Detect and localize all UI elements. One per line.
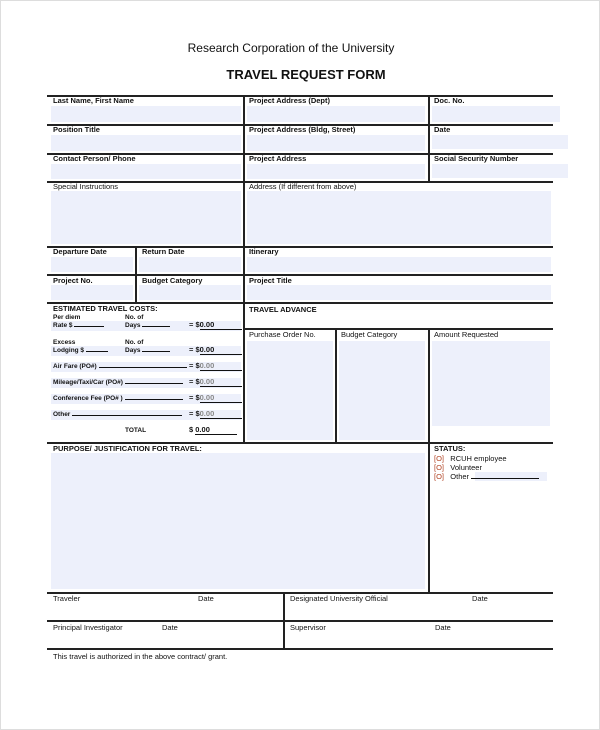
rule [428, 95, 430, 181]
label: Project Address (Bldg, Street) [249, 125, 356, 134]
label: Purchase Order No. [249, 330, 316, 339]
conference-amount [189, 393, 242, 403]
label: = $ [189, 345, 200, 354]
rule [243, 95, 245, 442]
ssn-input[interactable] [432, 164, 568, 178]
total-label: TOTAL [125, 427, 147, 434]
amount-value[interactable]: 0.00 [200, 345, 242, 355]
date-label: Date [198, 594, 214, 603]
label: = $ [189, 377, 200, 386]
label: Social Security Number [434, 154, 519, 163]
label: Volunteer [450, 463, 482, 472]
label: = $ [189, 409, 200, 418]
other-amount [189, 409, 242, 419]
label: Excess [53, 339, 76, 346]
label: Return Date [142, 247, 185, 256]
last-first-name-input[interactable] [51, 106, 241, 122]
rate-amount [189, 320, 242, 330]
rule [47, 274, 553, 276]
rule [47, 620, 553, 622]
project-address-bldg-input[interactable] [247, 135, 425, 151]
radio[interactable]: [O] [434, 454, 445, 463]
other-label [53, 411, 182, 418]
pi-label: Principal Investigator [53, 623, 123, 632]
air-fare-line [99, 367, 187, 368]
label: Doc. No. [434, 96, 465, 105]
radio[interactable]: [O] [434, 463, 445, 472]
days-line [142, 351, 170, 352]
label: Contact Person/ Phone [53, 154, 136, 163]
total-value: 0.00 [195, 425, 237, 435]
label: Project No. [53, 276, 93, 285]
label: Conference Fee (PO# ) [53, 395, 123, 402]
rate-line [74, 326, 104, 327]
days-label [125, 322, 170, 329]
amount-value[interactable]: 0.00 [200, 409, 242, 419]
label: No. of [125, 339, 144, 346]
label: Budget Category [142, 276, 203, 285]
form-title: TRAVEL REQUEST FORM [226, 67, 386, 82]
label: $ [189, 425, 194, 434]
label: Days [125, 347, 141, 354]
date-label: Date [435, 623, 451, 632]
authorization-note: This travel is authorized in the above contract/ grant. [53, 652, 228, 661]
contact-phone-input[interactable] [51, 164, 241, 179]
label: Itinerary [249, 247, 279, 256]
lodging-label [53, 347, 108, 354]
air-fare-label [53, 363, 187, 370]
label: Per diem [53, 314, 81, 321]
label: Other [53, 411, 71, 418]
label: Rate $ [53, 322, 73, 329]
amount-requested-input[interactable] [432, 341, 550, 426]
total-amount [189, 425, 237, 435]
mileage-label [53, 379, 183, 386]
project-address-input[interactable] [247, 164, 425, 179]
label: Mileage/Taxi/Car (PO#) [53, 379, 123, 386]
label: Project Address [249, 154, 307, 163]
label: Project Title [249, 276, 292, 285]
mileage-amount [189, 377, 242, 387]
purchase-order-input[interactable] [247, 341, 333, 440]
label: Address (If different from above) [249, 182, 357, 191]
project-title-input[interactable] [247, 285, 551, 300]
conference-line [125, 399, 183, 400]
rule [135, 246, 137, 302]
return-date-input[interactable] [139, 257, 241, 272]
rule [335, 328, 337, 442]
label: No. of [125, 314, 144, 321]
label: Special Instructions [53, 182, 119, 191]
days-label [125, 347, 170, 354]
label: Departure Date [53, 247, 107, 256]
position-title-input[interactable] [51, 135, 241, 151]
label: RCUH employee [450, 454, 507, 463]
status-option-volunteer[interactable] [434, 463, 482, 472]
label: Budget Category [341, 330, 398, 339]
label: = $ [189, 361, 200, 370]
status-option-other[interactable] [434, 472, 539, 481]
date-label: Date [472, 594, 488, 603]
label: Last Name, First Name [53, 96, 134, 105]
label: Position Title [53, 125, 100, 134]
rule [283, 592, 285, 648]
other-line [471, 478, 539, 479]
rule [47, 246, 553, 248]
label: Date [434, 125, 451, 134]
date-input[interactable] [432, 135, 568, 149]
special-instructions-input[interactable] [51, 191, 241, 244]
advance-heading: TRAVEL ADVANCE [249, 305, 317, 314]
organization-name: Research Corporation of the University [187, 41, 395, 55]
label: = $ [189, 320, 200, 329]
departure-date-input[interactable] [51, 257, 133, 272]
label: Lodging $ [53, 347, 85, 354]
lodging-line [86, 351, 108, 352]
air-fare-amount [189, 361, 242, 371]
official-label: Designated University Official [290, 594, 388, 603]
amount-value[interactable]: 0.00 [200, 377, 242, 387]
address-if-different-input[interactable] [247, 191, 551, 244]
purpose-input[interactable] [51, 453, 425, 589]
label: Other [450, 472, 470, 481]
amount-value[interactable]: 0.00 [200, 361, 242, 371]
mileage-line [125, 383, 183, 384]
conference-label [53, 395, 183, 402]
rule [47, 648, 553, 650]
doc-no-input[interactable] [432, 106, 560, 122]
status-option-rcuh[interactable] [434, 454, 507, 463]
advance-budget-category-input[interactable] [339, 341, 425, 440]
label: = $ [189, 393, 200, 402]
label: Air Fare (PO#) [53, 363, 97, 370]
date-label: Date [162, 623, 178, 632]
rate-label [53, 322, 104, 329]
days-line [142, 326, 170, 327]
budget-category-input[interactable] [139, 285, 241, 300]
rule [428, 328, 430, 592]
amount-value[interactable]: 0.00 [200, 320, 242, 330]
costs-heading: ESTIMATED TRAVEL COSTS: [53, 304, 158, 313]
status-heading: STATUS: [434, 444, 466, 453]
radio[interactable]: [O] [434, 472, 445, 481]
other-line [72, 415, 182, 416]
supervisor-label: Supervisor [290, 623, 326, 632]
label: Days [125, 322, 141, 329]
itinerary-input[interactable] [247, 257, 551, 272]
label: Amount Requested [434, 330, 499, 339]
traveler-label: Traveler [53, 594, 81, 603]
purpose-label: PURPOSE/ JUSTIFICATION FOR TRAVEL: [53, 444, 202, 453]
project-no-input[interactable] [51, 285, 133, 300]
project-address-dept-input[interactable] [247, 106, 425, 122]
amount-value[interactable]: 0.00 [200, 393, 242, 403]
lodging-amount [189, 345, 242, 355]
label: Project Address (Dept) [249, 96, 330, 105]
